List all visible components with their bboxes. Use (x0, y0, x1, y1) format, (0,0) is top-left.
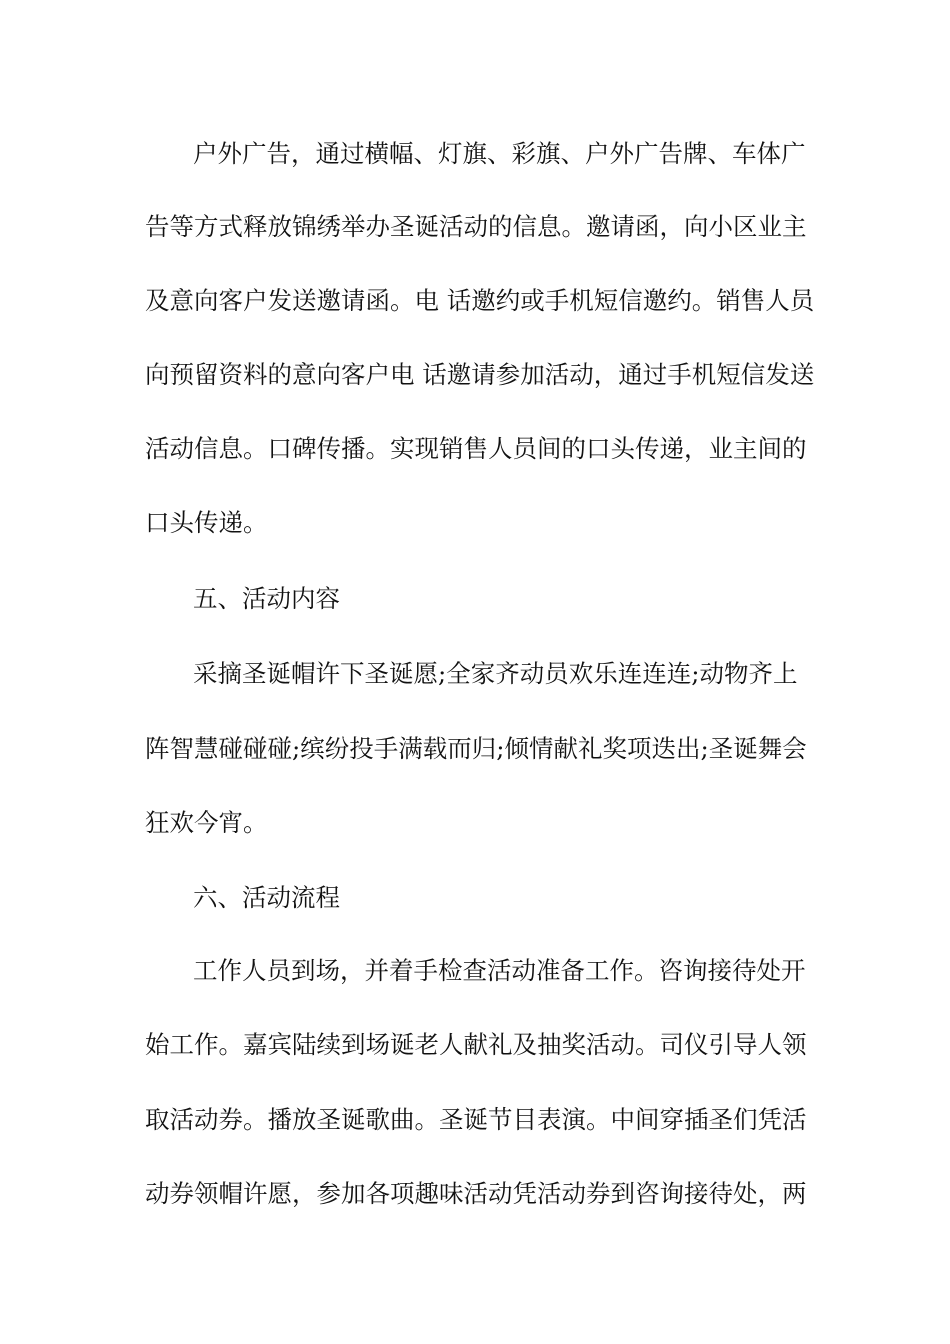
paragraph-line: 动券领帽许愿，参加各项趣味活动凭活动券到咨询接待处，两 (145, 1179, 807, 1208)
paragraph-line: 向预留资料的意向客户电 话邀请参加活动，通过手机短信发送 (145, 360, 815, 389)
paragraph-line: 取活动券。播放圣诞歌曲。圣诞节目表演。中间穿插圣们凭活 (145, 1105, 807, 1134)
paragraph-line: 采摘圣诞帽许下圣诞愿;全家齐动员欢乐连连连;动物齐上 (193, 659, 798, 688)
paragraph-line: 工作人员到场，并着手检查活动准备工作。咨询接待处开 (193, 956, 806, 985)
paragraph-line: 告等方式释放锦绣举办圣诞活动的信息。邀请函，向小区业主 (145, 212, 807, 241)
paragraph-line: 户外广告，通过横幅、灯旗、彩旗、户外广告牌、车体广 (193, 139, 806, 168)
paragraph-line: 及意向客户发送邀请函。电 话邀约或手机短信邀约。销售人员 (145, 286, 815, 315)
paragraph-line: 活动信息。口碑传播。实现销售人员间的口头传递，业主间的 (145, 434, 807, 463)
paragraph-line: 口头传递。 (145, 508, 268, 537)
paragraph-line: 阵智慧碰碰碰;缤纷投手满载而归;倾情献礼奖项迭出;圣诞舞会 (145, 734, 807, 763)
section-heading: 六、活动流程 (193, 883, 340, 912)
paragraph-line: 始工作。嘉宾陆续到场诞老人献礼及抽奖活动。司仪引导人领 (145, 1030, 807, 1059)
section-heading: 五、活动内容 (193, 584, 340, 613)
paragraph-line: 狂欢今宵。 (145, 808, 268, 837)
